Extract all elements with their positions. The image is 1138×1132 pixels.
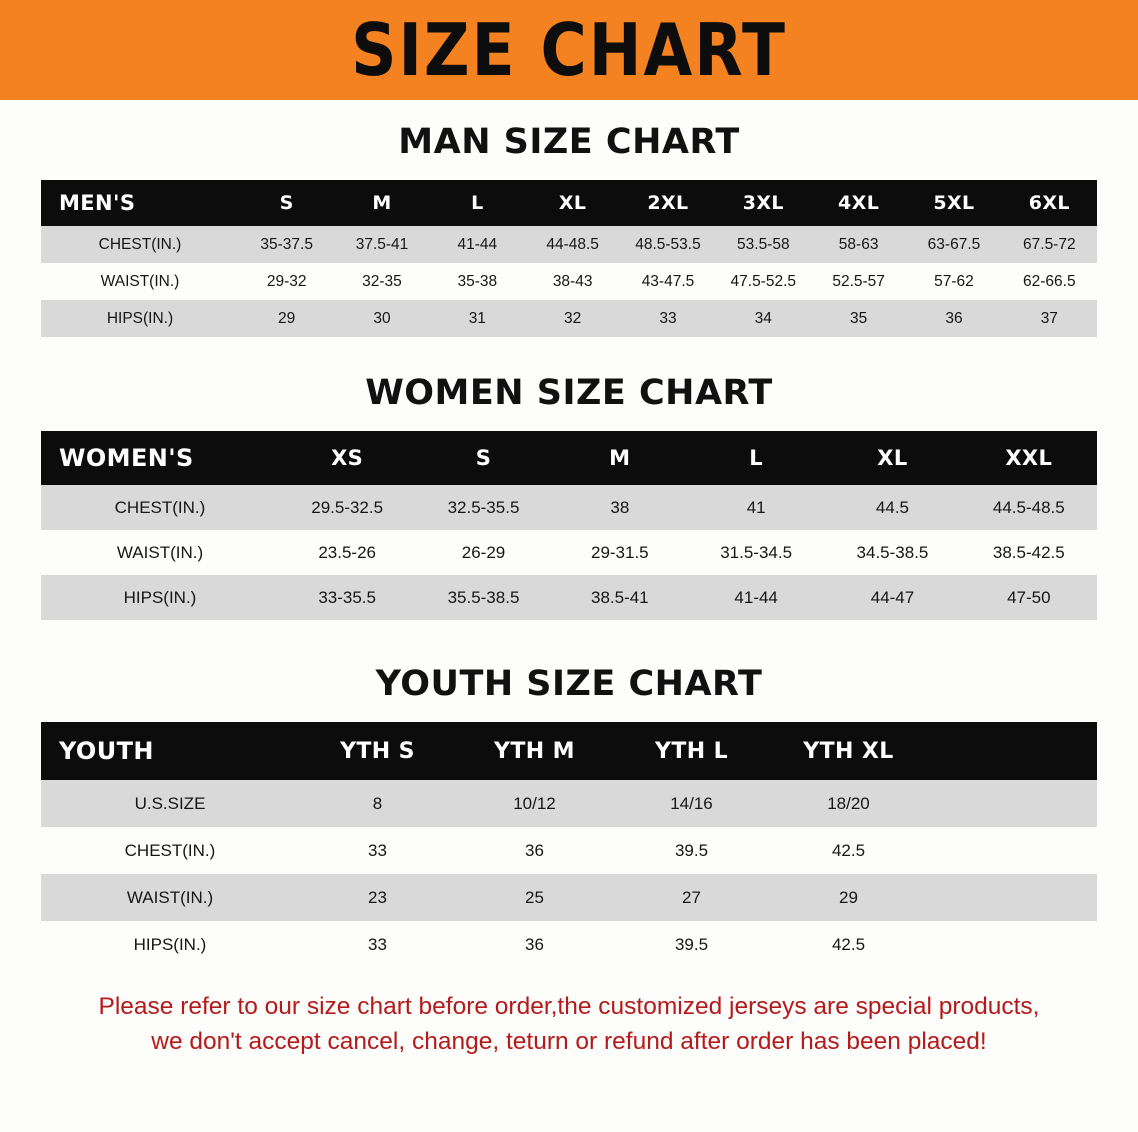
women-header-cell: S [475,446,492,470]
youth-row-label: WAIST(IN.) [41,874,299,921]
youth-cell: 39.5 [613,921,770,968]
youth-cell: 10/12 [456,780,613,827]
men-cell: 37 [1002,300,1097,337]
youth-row-label: HIPS(IN.) [41,921,299,968]
table-row [41,780,1097,827]
men-cell: 32 [525,300,620,337]
men-cell: 29-32 [239,263,334,300]
youth-cell-spacer [927,780,1097,827]
youth-header-cell: YTH S [340,738,415,764]
men-row-label: WAIST(IN.) [41,263,239,300]
men-cell: 36 [906,300,1001,337]
youth-cell: 27 [613,874,770,921]
women-cell: 29-31.5 [552,530,688,575]
men-header-cell: 3XL [742,192,784,214]
women-cell: 34.5-38.5 [824,530,960,575]
youth-size-table [41,722,1097,968]
men-cell: 35 [811,300,906,337]
men-cell: 67.5-72 [1002,226,1097,263]
men-header-cell: XL [558,192,587,214]
table-row [41,226,1097,263]
men-header-cell: 6XL [1028,192,1070,214]
youth-cell: 25 [456,874,613,921]
youth-cell: 14/16 [613,780,770,827]
men-table-header [41,180,1097,226]
table-row [41,530,1097,575]
youth-cell: 33 [299,921,456,968]
table-header-row [41,180,1097,226]
women-row-label: HIPS(IN.) [41,575,279,620]
table-row [41,874,1097,921]
youth-cell: 18/20 [770,780,927,827]
men-cell: 44-48.5 [525,226,620,263]
women-cell: 47-50 [961,575,1097,620]
women-cell: 38.5-41 [552,575,688,620]
women-cell: 23.5-26 [279,530,415,575]
youth-section-heading: YOUTH SIZE CHART [375,664,763,704]
youth-row-label: U.S.SIZE [41,780,299,827]
men-cell: 63-67.5 [906,226,1001,263]
youth-cell-spacer [927,921,1097,968]
table-row [41,300,1097,337]
women-cell: 44-47 [824,575,960,620]
women-cell: 33-35.5 [279,575,415,620]
youth-table-header [41,722,1097,780]
youth-cell-spacer [927,874,1097,921]
men-cell: 30 [334,300,429,337]
women-section-heading: WOMEN SIZE CHART [365,373,773,413]
table-row [41,263,1097,300]
men-cell: 48.5-53.5 [620,226,715,263]
women-cell: 35.5-38.5 [415,575,551,620]
table-row [41,485,1097,530]
men-header-cell: 2XL [647,192,689,214]
youth-cell: 8 [299,780,456,827]
men-header-cell: M [372,192,392,214]
youth-header-cell: YTH XL [803,738,894,764]
men-header-cell: S [279,192,294,214]
women-cell: 41-44 [688,575,824,620]
men-cell: 41-44 [430,226,525,263]
men-cell: 35-38 [430,263,525,300]
women-row-label: CHEST(IN.) [41,485,279,530]
women-cell: 31.5-34.5 [688,530,824,575]
table-row [41,921,1097,968]
men-size-table [41,180,1097,337]
youth-header-cell: YTH L [654,738,729,764]
youth-cell: 42.5 [770,827,927,874]
men-cell: 58-63 [811,226,906,263]
men-cell: 53.5-58 [716,226,811,263]
women-header-cell: XS [331,446,364,470]
men-header-label: MEN'S [59,191,136,215]
women-cell: 29.5-32.5 [279,485,415,530]
men-cell: 37.5-41 [334,226,429,263]
men-cell: 47.5-52.5 [716,263,811,300]
women-cell: 26-29 [415,530,551,575]
women-header-cell: XL [877,446,908,470]
youth-header-spacer [927,722,1097,780]
men-cell: 33 [620,300,715,337]
women-header-cell: XXL [1005,446,1053,470]
women-cell: 41 [688,485,824,530]
women-cell: 44.5 [824,485,960,530]
header-banner [0,0,1138,100]
women-cell: 38 [552,485,688,530]
men-section-heading: MAN SIZE CHART [398,122,740,162]
men-row-label: HIPS(IN.) [41,300,239,337]
table-row [41,827,1097,874]
youth-cell-spacer [927,827,1097,874]
women-row-label: WAIST(IN.) [41,530,279,575]
men-header-cell: L [471,192,484,214]
men-cell: 52.5-57 [811,263,906,300]
women-cell: 38.5-42.5 [961,530,1097,575]
order-policy-note [40,990,1098,1060]
men-cell: 31 [430,300,525,337]
youth-cell: 39.5 [613,827,770,874]
men-cell: 43-47.5 [620,263,715,300]
youth-cell: 36 [456,827,613,874]
men-header-cell: 4XL [838,192,880,214]
note-line-2: we don't accept cancel, change, teturn or refund after order has been placed! [151,1027,987,1055]
youth-cell: 42.5 [770,921,927,968]
table-header-row [41,722,1097,780]
women-header-cell: L [749,446,764,470]
women-size-table [41,431,1097,620]
men-cell: 62-66.5 [1002,263,1097,300]
men-cell: 29 [239,300,334,337]
women-cell: 44.5-48.5 [961,485,1097,530]
women-table-header [41,431,1097,485]
table-header-row [41,431,1097,485]
men-cell: 35-37.5 [239,226,334,263]
youth-cell: 23 [299,874,456,921]
women-header-cell: M [609,446,631,470]
men-cell: 34 [716,300,811,337]
youth-cell: 29 [770,874,927,921]
men-cell: 32-35 [334,263,429,300]
note-line-1: Please refer to our size chart before order,the customized jerseys are special products, [98,993,1040,1020]
youth-header-cell: YTH M [494,738,575,764]
page-title: SIZE CHART [351,8,787,92]
men-row-label: CHEST(IN.) [41,226,239,263]
youth-row-label: CHEST(IN.) [41,827,299,874]
table-row [41,575,1097,620]
men-cell: 38-43 [525,263,620,300]
men-header-cell: 5XL [933,192,975,214]
women-header-label: WOMEN'S [59,444,194,472]
youth-cell: 33 [299,827,456,874]
men-cell: 57-62 [906,263,1001,300]
youth-header-label: YOUTH [59,737,154,765]
women-cell: 32.5-35.5 [415,485,551,530]
youth-cell: 36 [456,921,613,968]
